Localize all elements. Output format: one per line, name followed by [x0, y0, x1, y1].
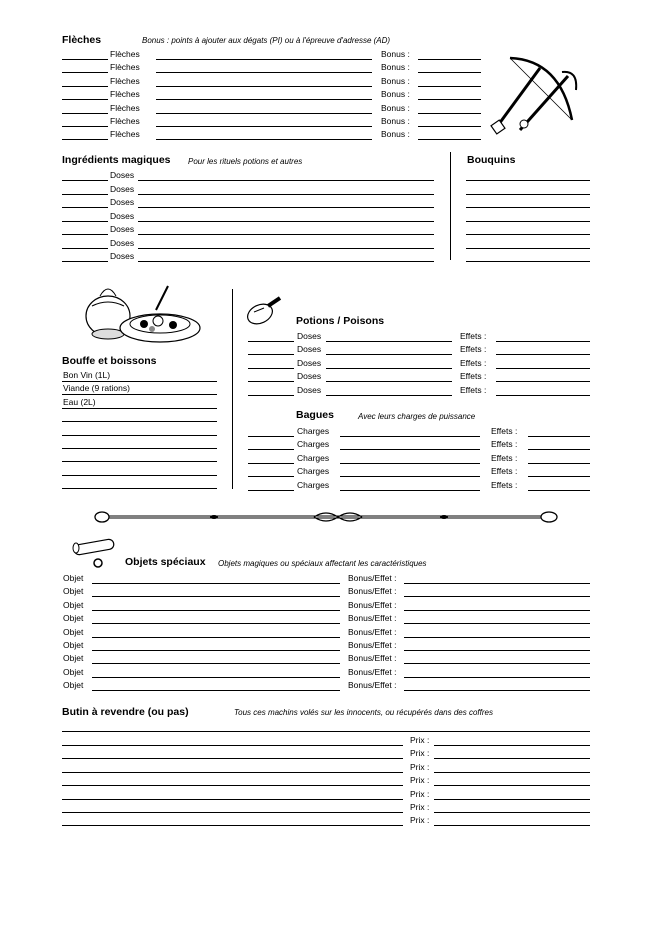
ingredients-row-label: Doses — [110, 170, 135, 180]
bouquins-line[interactable] — [466, 194, 590, 195]
write-line[interactable] — [326, 354, 452, 355]
write-line[interactable] — [404, 610, 590, 611]
fleches-row-label: Flèches — [110, 116, 140, 126]
write-line[interactable] — [326, 395, 452, 396]
effets-label: Effets : — [460, 357, 487, 368]
write-line[interactable] — [528, 463, 590, 464]
write-line[interactable] — [62, 234, 108, 235]
write-line[interactable] — [62, 194, 108, 195]
write-line[interactable] — [326, 368, 452, 369]
fleches-title: Flèches — [62, 34, 102, 46]
bonus-label: Bonus : — [381, 129, 410, 140]
write-line[interactable] — [528, 436, 590, 437]
bouquins-line[interactable] — [466, 221, 590, 222]
potions-row-label: Doses — [297, 384, 322, 395]
ingredients-row-label: Doses — [110, 237, 135, 248]
butin-line[interactable] — [62, 758, 403, 759]
bonus-effet-label: Bonus/Effet : — [348, 613, 397, 624]
scroll-and-ring-icon — [70, 538, 120, 570]
bonus-effet-label: Bonus/Effet : — [348, 680, 397, 691]
bagues-title: Bagues — [296, 409, 334, 421]
write-line[interactable] — [62, 59, 108, 60]
bonus-label: Bonus : — [381, 102, 410, 113]
objet-row-label: Objet — [63, 613, 84, 624]
prix-label: Prix : — [410, 802, 430, 812]
bouquins-line[interactable] — [466, 234, 590, 235]
potions-row-label: Doses — [297, 344, 322, 355]
potions-row-label: Doses — [297, 371, 322, 382]
butin-line[interactable] — [62, 785, 403, 786]
write-line[interactable] — [404, 663, 590, 664]
write-line[interactable] — [496, 341, 590, 342]
write-line[interactable] — [404, 690, 590, 691]
butin-line[interactable] — [62, 745, 403, 746]
bouffe-line[interactable] — [62, 475, 217, 476]
effets-label: Effets : — [460, 371, 487, 382]
write-line[interactable] — [138, 194, 434, 195]
bouffe-line[interactable] — [62, 421, 217, 422]
write-line[interactable] — [92, 637, 340, 638]
write-line[interactable] — [340, 490, 480, 491]
write-line[interactable] — [528, 449, 590, 450]
write-line[interactable] — [496, 368, 590, 369]
objet-row-label: Objet — [63, 573, 84, 583]
write-line[interactable] — [496, 395, 590, 396]
bow-and-swords-icon — [490, 50, 585, 138]
effets-label: Effets : — [460, 384, 487, 395]
fleches-row-label: Flèches — [110, 89, 140, 100]
bagues-note: Avec leurs charges de puissance — [358, 412, 476, 421]
write-line[interactable] — [418, 59, 481, 60]
write-line[interactable] — [62, 113, 108, 114]
bouquins-line[interactable] — [466, 261, 590, 262]
effets-label: Effets : — [491, 466, 518, 477]
bonus-effet-label: Bonus/Effet : — [348, 573, 397, 583]
write-line[interactable] — [62, 207, 108, 208]
effets-label: Effets : — [491, 426, 518, 436]
write-line[interactable] — [62, 72, 108, 73]
ingredients-row-label: Doses — [110, 251, 135, 261]
ornate-staff-icon — [94, 507, 560, 527]
effets-label: Effets : — [460, 331, 487, 341]
objet-row-label: Objet — [63, 666, 84, 677]
bouffe-line[interactable] — [62, 408, 217, 409]
food-platter-icon — [78, 280, 203, 348]
potions-row-label: Doses — [297, 357, 322, 368]
objet-row-label: Objet — [63, 653, 84, 664]
effets-label: Effets : — [491, 479, 518, 490]
bouffe-title: Bouffe et boissons — [62, 355, 157, 367]
bonus-effet-label: Bonus/Effet : — [348, 640, 397, 650]
write-line[interactable] — [156, 86, 372, 87]
bouquins-line[interactable] — [466, 248, 590, 249]
write-line[interactable] — [92, 610, 340, 611]
prix-label: Prix : — [410, 775, 430, 786]
bonus-label: Bonus : — [381, 116, 410, 126]
write-line[interactable] — [138, 221, 434, 222]
write-line[interactable] — [92, 663, 340, 664]
write-line[interactable] — [62, 86, 108, 87]
write-line[interactable] — [62, 261, 108, 262]
bagues-row-label: Charges — [297, 479, 330, 490]
prix-label: Prix : — [410, 788, 430, 799]
prix-label: Prix : — [410, 761, 430, 772]
bouquins-line[interactable] — [466, 180, 590, 181]
effets-label: Effets : — [491, 452, 518, 463]
write-line[interactable] — [496, 381, 590, 382]
write-line[interactable] — [248, 436, 294, 437]
prix-line[interactable] — [434, 745, 590, 746]
write-line[interactable] — [528, 490, 590, 491]
write-line[interactable] — [418, 126, 481, 127]
bonus-label: Bonus : — [381, 49, 410, 59]
write-line[interactable] — [340, 449, 480, 450]
prix-label: Prix : — [410, 735, 430, 745]
write-line[interactable] — [248, 449, 294, 450]
bonus-label: Bonus : — [381, 89, 410, 100]
write-line[interactable] — [62, 180, 108, 181]
objet-row-label: Objet — [63, 586, 84, 597]
write-line[interactable] — [92, 596, 340, 597]
write-line[interactable] — [404, 583, 590, 584]
divider — [232, 289, 233, 489]
bouquins-line[interactable] — [466, 207, 590, 208]
fleches-row-label: Flèches — [110, 62, 140, 73]
write-line[interactable] — [92, 623, 340, 624]
write-line[interactable] — [248, 395, 294, 396]
write-line[interactable] — [326, 381, 452, 382]
potions-row-label: Doses — [297, 331, 322, 341]
bagues-row-label: Charges — [297, 439, 330, 450]
write-line[interactable] — [528, 476, 590, 477]
write-line[interactable] — [92, 677, 340, 678]
write-line[interactable] — [248, 381, 294, 382]
objets-title: Objets spéciaux — [125, 556, 206, 568]
butin-line[interactable] — [62, 812, 403, 813]
write-line[interactable] — [62, 139, 108, 140]
write-line[interactable] — [404, 596, 590, 597]
bonus-label: Bonus : — [381, 75, 410, 86]
bonus-effet-label: Bonus/Effet : — [348, 666, 397, 677]
ingredients-title: Ingrédients magiques — [62, 154, 171, 166]
bagues-row-label: Charges — [297, 426, 330, 436]
write-line[interactable] — [404, 650, 590, 651]
write-line[interactable] — [62, 248, 108, 249]
bouquins-title: Bouquins — [467, 154, 516, 166]
prix-line[interactable] — [434, 799, 590, 800]
ingredients-row-label: Doses — [110, 210, 135, 221]
ingredients-row-label: Doses — [110, 197, 135, 207]
bouffe-item: Viande (9 rations) — [63, 383, 130, 394]
fleches-row-label: Flèches — [110, 49, 140, 59]
objet-row-label: Objet — [63, 680, 84, 691]
write-line[interactable] — [404, 677, 590, 678]
butin-line[interactable] — [62, 731, 590, 732]
prix-line[interactable] — [434, 812, 590, 813]
bouffe-line[interactable] — [62, 488, 217, 489]
prix-line[interactable] — [434, 758, 590, 759]
write-line[interactable] — [404, 637, 590, 638]
write-line[interactable] — [138, 248, 434, 249]
bouffe-item: Eau (2L) — [63, 396, 96, 407]
bagues-row-label: Charges — [297, 466, 330, 477]
write-line[interactable] — [156, 113, 372, 114]
bouffe-line[interactable] — [62, 394, 217, 395]
write-line[interactable] — [138, 234, 434, 235]
prix-line[interactable] — [434, 785, 590, 786]
write-line[interactable] — [92, 583, 340, 584]
write-line[interactable] — [156, 72, 372, 73]
bouffe-line[interactable] — [62, 461, 217, 462]
effets-label: Effets : — [460, 344, 487, 355]
write-line[interactable] — [248, 490, 294, 491]
write-line[interactable] — [496, 354, 590, 355]
fleches-row-label: Flèches — [110, 75, 140, 86]
write-line[interactable] — [62, 126, 108, 127]
fleches-row-label: Flèches — [110, 102, 140, 113]
bonus-effet-label: Bonus/Effet : — [348, 653, 397, 664]
effets-label: Effets : — [491, 439, 518, 450]
bagues-row-label: Charges — [297, 452, 330, 463]
write-line[interactable] — [248, 354, 294, 355]
write-line[interactable] — [156, 139, 372, 140]
objets-note: Objets magiques ou spéciaux affectant les caractéristiques — [218, 559, 427, 568]
write-line[interactable] — [92, 690, 340, 691]
bouffe-item: Bon Vin (1L) — [63, 370, 111, 380]
write-line[interactable] — [138, 180, 434, 181]
butin-title: Butin à revendre (ou pas) — [62, 706, 189, 718]
bonus-label: Bonus : — [381, 62, 410, 73]
potions-title: Potions / Poisons — [296, 315, 385, 327]
ingredients-row-label: Doses — [110, 183, 135, 194]
butin-note: Tous ces machins volés sur les innocents, ou récupérés dans des coffres — [234, 708, 493, 717]
write-line[interactable] — [156, 59, 372, 60]
write-line[interactable] — [418, 72, 481, 73]
divider — [450, 152, 451, 260]
write-line[interactable] — [248, 476, 294, 477]
ingredients-note: Pour les rituels potions et autres — [188, 157, 303, 166]
write-line[interactable] — [248, 341, 294, 342]
write-line[interactable] — [326, 341, 452, 342]
write-line[interactable] — [404, 623, 590, 624]
butin-line[interactable] — [62, 772, 403, 773]
write-line[interactable] — [340, 463, 480, 464]
butin-line[interactable] — [62, 799, 403, 800]
bouffe-line[interactable] — [62, 435, 217, 436]
write-line[interactable] — [156, 99, 372, 100]
bonus-effet-label: Bonus/Effet : — [348, 586, 397, 597]
write-line[interactable] — [248, 463, 294, 464]
butin-line[interactable] — [62, 825, 403, 826]
objet-row-label: Objet — [63, 626, 84, 637]
prix-line[interactable] — [434, 825, 590, 826]
write-line[interactable] — [340, 476, 480, 477]
objet-row-label: Objet — [63, 599, 84, 610]
prix-label: Prix : — [410, 748, 430, 759]
bouffe-line[interactable] — [62, 381, 217, 382]
write-line[interactable] — [418, 139, 481, 140]
write-line[interactable] — [248, 368, 294, 369]
write-line[interactable] — [62, 99, 108, 100]
ingredients-row-label: Doses — [110, 224, 135, 234]
objet-row-label: Objet — [63, 640, 84, 650]
write-line[interactable] — [156, 126, 372, 127]
write-line[interactable] — [62, 221, 108, 222]
write-line[interactable] — [138, 207, 434, 208]
fleches-note: Bonus : points à ajouter aux dégats (PI) ou à l'épreuve d'adresse (AD) — [142, 36, 391, 45]
fleches-row-label: Flèches — [110, 129, 140, 140]
prix-label: Prix : — [410, 815, 430, 826]
write-line[interactable] — [138, 261, 434, 262]
write-line[interactable] — [92, 650, 340, 651]
bonus-effet-label: Bonus/Effet : — [348, 626, 397, 637]
bouffe-line[interactable] — [62, 448, 217, 449]
prix-line[interactable] — [434, 772, 590, 773]
write-line[interactable] — [418, 113, 481, 114]
write-line[interactable] — [340, 436, 480, 437]
write-line[interactable] — [418, 99, 481, 100]
bottle-icon — [244, 294, 286, 326]
write-line[interactable] — [418, 86, 481, 87]
bonus-effet-label: Bonus/Effet : — [348, 599, 397, 610]
